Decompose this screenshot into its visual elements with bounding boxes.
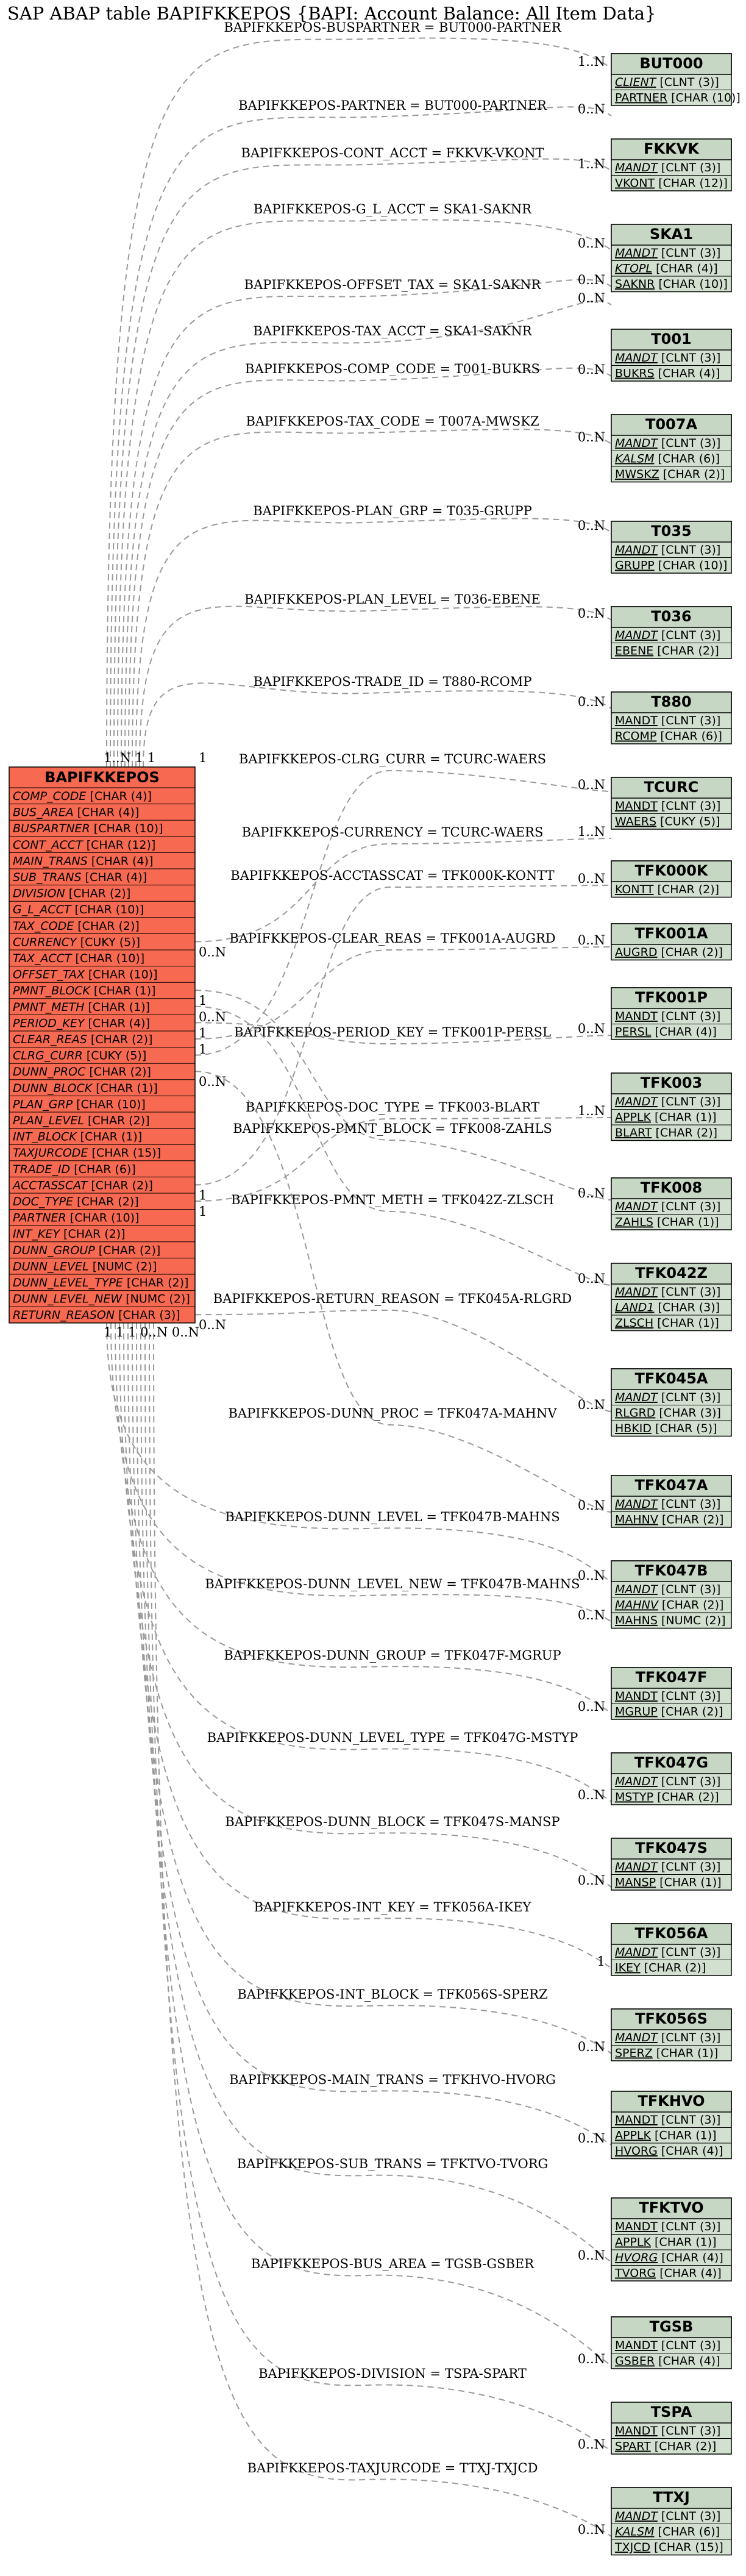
ref-field-mandt: MANDT [CLNT (3)] (615, 1200, 721, 1213)
target-cardinality: 0..N (577, 1397, 605, 1412)
ref-table-name: TFKHVO (638, 2093, 705, 2110)
ref-field-mandt: MANDT [CLNT (3)] (615, 161, 721, 174)
ref-field-mandt: MANDT [CLNT (3)] (615, 714, 721, 727)
ref-table-name: TFK000K (634, 862, 708, 879)
ref-table-tfk047b (611, 1561, 731, 1629)
ref-table-tfkhvo (611, 2091, 731, 2159)
relation-label: BAPIFKKEPOS-DOC_TYPE = TFK003-BLART (245, 1100, 540, 1115)
target-cardinality: 0..N (577, 2131, 605, 2146)
ref-table-name: TFK003 (640, 1074, 703, 1091)
relation-11 (195, 752, 611, 1055)
relation-label: BAPIFKKEPOS-TAX_CODE = T007A-MWSKZ (246, 414, 539, 429)
target-cardinality: 0..N (577, 1788, 605, 1802)
ref-field-rcomp: RCOMP [CHAR (6)] (615, 729, 722, 743)
main-top-cardinality: 1..N 1 1 (104, 751, 156, 765)
ref-field-hvorg: HVORG [CHAR (4)] (615, 2144, 723, 2158)
ref-field-spart: SPART [CHAR (2)] (615, 2439, 717, 2453)
relation-line (195, 771, 611, 1055)
main-table-layer (9, 751, 199, 1340)
main-field-dunn-level-new: DUNN_LEVEL_NEW [NUMC (2)] (13, 1292, 190, 1306)
main-table-bapifkkepos (9, 767, 195, 1323)
relation-label: BAPIFKKEPOS-COMP_CODE = T001-BUKRS (245, 362, 540, 376)
ref-table-tfk001p (611, 988, 731, 1040)
ref-field-kontt: KONTT [CHAR (2)] (615, 883, 720, 896)
ref-field-mahnv: MAHNV [CHAR (2)] (615, 1513, 724, 1527)
target-cardinality: 0..N (577, 2352, 605, 2366)
relation-30 (145, 1323, 611, 2366)
relation-label: BAPIFKKEPOS-DUNN_PROC = TFK047A-MAHNV (228, 1406, 557, 1421)
ref-table-tfk001a (611, 924, 731, 960)
main-field-division: DIVISION [CHAR (2)] (13, 887, 131, 901)
main-field-int-key: INT_KEY [CHAR (2)] (13, 1227, 126, 1241)
ref-table-name: T880 (651, 693, 692, 710)
main-field-bus-area: BUS_AREA [CHAR (4)] (13, 805, 140, 819)
ref-field-applk: APPLK [CHAR (1)] (615, 1110, 717, 1124)
ref-field-mandt: MANDT [CLNT (3)] (615, 1285, 721, 1299)
relation-label: BAPIFKKEPOS-PLAN_LEVEL = T036-EBENE (244, 592, 541, 607)
relation-label: BAPIFKKEPOS-CONT_ACCT = FKKVK-VKONT (241, 146, 544, 160)
relation-line (154, 1323, 611, 2536)
ref-field-grupp: GRUPP [CHAR (10)] (615, 558, 728, 573)
ref-field-mandt: MANDT [CLNT (3)] (615, 1583, 721, 1596)
relation-line (141, 1323, 611, 2262)
main-field-trade-id: TRADE_ID [CHAR (6)] (13, 1162, 136, 1176)
main-field-period-key: PERIOD_KEY [CHAR (4)] (13, 1016, 151, 1030)
main-field-dunn-group: DUNN_GROUP [CHAR (2)] (13, 1243, 161, 1257)
ref-table-tfktvo (611, 2198, 731, 2281)
source-cardinality: 0..N (199, 944, 227, 960)
ref-field-mandt: MANDT [CLNT (3)] (615, 246, 721, 260)
target-cardinality: 0..N (577, 1498, 605, 1513)
target-cardinality: 0..N (577, 102, 605, 116)
relation-label: BAPIFKKEPOS-BUSPARTNER = BUT000-PARTNER (224, 20, 561, 35)
ref-table-name: TFK008 (640, 1179, 703, 1196)
ref-table-tspa (611, 2402, 731, 2454)
relation-line (149, 1323, 611, 2451)
main-field-comp-code: COMP_CODE [CHAR (4)] (13, 790, 152, 803)
relation-18 (195, 1007, 611, 1286)
relation-19 (195, 1291, 611, 1412)
ref-table-name: TCURC (644, 779, 699, 796)
relation-line (132, 1323, 611, 2053)
ref-table-tfk056a (611, 1924, 731, 1975)
ref-table-name: TGSB (649, 2318, 694, 2335)
relation-line (195, 1310, 611, 1411)
main-field-clear-reas: CLEAR_REAS [CHAR (2)] (13, 1033, 153, 1046)
ref-field-mandt: MANDT [CLNT (3)] (615, 1689, 721, 1703)
relation-label: BAPIFKKEPOS-TAX_ACCT = SKA1-SAKNR (253, 324, 532, 338)
main-field-plan-level: PLAN_LEVEL [CHAR (2)] (13, 1114, 150, 1127)
ref-table-name: TSPA (650, 2403, 692, 2421)
target-cardinality: 0..N (577, 430, 605, 444)
main-field-acctasscat: ACCTASSCAT [CHAR (2)] (13, 1179, 153, 1193)
ref-field-mandt: MANDT [CLNT (3)] (615, 2510, 721, 2523)
main-field-currency: CURRENCY [CUKY (5)] (13, 935, 141, 949)
ref-field-vkont: VKONT [CHAR (12)] (615, 176, 728, 190)
relation-label: BAPIFKKEPOS-MAIN_TRANS = TFKHVO-HVORG (229, 2072, 556, 2087)
ref-table-t035 (611, 521, 731, 573)
ref-field-gsber: GSBER [CHAR (4)] (615, 2354, 720, 2368)
relation-8 (136, 504, 611, 767)
diagram-title: SAP ABAP table BAPIFKKEPOS {BAPI: Account Balance: All Item Data} (7, 3, 656, 24)
ref-table-tfk056s (611, 2009, 731, 2061)
main-field-taxjurcode: TAXJURCODE [CHAR (15)] (13, 1146, 162, 1160)
main-field-offset-tax: OFFSET_TAX [CHAR (10)] (13, 968, 158, 982)
ref-table-name: TFK056S (635, 2010, 708, 2027)
main-field-pmnt-meth: PMNT_METH [CHAR (1)] (13, 1000, 151, 1014)
ref-field-kalsm: KALSM [CHAR (6)] (615, 452, 720, 466)
ref-table-name: TTXJ (653, 2489, 690, 2506)
relation-29 (141, 1323, 611, 2263)
ref-field-mandt: MANDT [CLNT (3)] (615, 629, 721, 642)
ref-table-t880 (611, 692, 731, 744)
relation-line (107, 1323, 611, 1582)
ref-table-name: T001 (651, 330, 692, 348)
ref-table-t001 (611, 329, 731, 381)
relation-15 (195, 1021, 611, 1044)
relation-label: BAPIFKKEPOS-OFFSET_TAX = SKA1-SAKNR (244, 277, 541, 292)
target-cardinality: 0..N (577, 291, 605, 305)
relation-label: BAPIFKKEPOS-INT_KEY = TFK056A-IKEY (254, 1900, 531, 1914)
target-cardinality: 0..N (577, 1186, 605, 1201)
ref-table-fkkvk (611, 139, 731, 191)
ref-field-mandt: MANDT [CLNT (3)] (615, 543, 721, 557)
main-table-name: BAPIFKKEPOS (44, 769, 160, 786)
target-cardinality: 1 (597, 1954, 605, 1969)
ref-table-name: TFK047B (634, 1562, 708, 1579)
main-field-cont-acct: CONT_ACCT [CHAR (12)] (13, 838, 156, 852)
ref-table-but000 (611, 54, 741, 105)
target-cardinality: 0..N (577, 518, 605, 533)
main-field-clrg-curr: CLRG_CURR [CUKY (5)] (13, 1049, 147, 1063)
relation-label: BAPIFKKEPOS-SUB_TRANS = TFKTVO-TVORG (236, 2157, 549, 2171)
source-cardinality: 1 (199, 1042, 207, 1057)
ref-table-tfk042z (611, 1263, 731, 1331)
ref-table-tfk045a (611, 1369, 731, 1436)
ref-field-mandt: MANDT [CLNT (3)] (615, 1010, 721, 1023)
main-field-plan-grp: PLAN_GRP [CHAR (10)] (13, 1097, 146, 1111)
main-field-partner: PARTNER [CHAR (10)] (13, 1211, 140, 1225)
ref-field-client: CLIENT [CLNT (3)] (615, 76, 719, 89)
ref-field-mandt: MANDT [CLNT (3)] (615, 2113, 721, 2127)
ref-field-mandt: MANDT [CLNT (3)] (615, 2031, 721, 2044)
relation-line (145, 1323, 611, 2366)
ref-table-name: TFK042Z (635, 1265, 708, 1282)
relation-label: BAPIFKKEPOS-BUS_AREA = TGSB-GSBER (250, 2257, 535, 2271)
ref-field-persl: PERSL [CHAR (4)] (615, 1025, 717, 1039)
ref-field-tvorg: TVORG [CHAR (4)] (615, 2266, 722, 2280)
main-field-pmnt-block: PMNT_BLOCK [CHAR (1)] (13, 984, 156, 998)
relation-label: BAPIFKKEPOS-CLEAR_REAS = TFK001A-AUGRD (229, 931, 556, 946)
ref-field-txjcd: TXJCD [CHAR (15)] (615, 2541, 723, 2554)
relation-label: BAPIFKKEPOS-PLAN_GRP = T035-GRUPP (253, 504, 532, 518)
relation-line (136, 518, 611, 767)
ref-field-mandt: MANDT [CLNT (3)] (615, 1775, 721, 1788)
ref-field-ikey: IKEY [CHAR (2)] (615, 1961, 706, 1975)
target-cardinality: 0..N (577, 2039, 605, 2054)
ref-table-tcurc (611, 777, 731, 829)
ref-field-rlgrd: RLGRD [CHAR (3)] (615, 1406, 721, 1420)
target-cardinality: 0..N (577, 1021, 605, 1036)
main-field-int-block: INT_BLOCK [CHAR (1)] (13, 1130, 143, 1144)
ref-field-mahnv: MAHNV [CHAR (2)] (615, 1598, 724, 1612)
ref-table-name: TFK047S (635, 1839, 708, 1857)
relation-label: BAPIFKKEPOS-DUNN_LEVEL_TYPE = TFK047G-MSTYP (207, 1730, 578, 1745)
ref-table-name: T035 (651, 523, 692, 540)
target-cardinality: 1..N (577, 1104, 605, 1118)
main-field-tax-code: TAX_CODE [CHAR (2)] (13, 919, 140, 933)
ref-field-hvorg: HVORG [CHAR (4)] (615, 2251, 723, 2264)
ref-field-waers: WAERS [CUKY (5)] (615, 815, 720, 829)
ref-field-land1: LAND1 [CHAR (3)] (615, 1300, 720, 1315)
ref-field-partner: PARTNER [CHAR (10)] (615, 91, 741, 105)
relation-line (121, 280, 611, 767)
relation-32 (154, 1323, 611, 2537)
ref-field-mandt: MANDT [CLNT (3)] (615, 1391, 721, 1404)
ref-field-mandt: MANDT [CLNT (3)] (615, 2339, 721, 2352)
ref-table-name: T007A (645, 416, 698, 433)
main-field-doc-type: DOC_TYPE [CHAR (2)] (13, 1195, 139, 1208)
ref-tables-layer (611, 54, 741, 2555)
relation-label: BAPIFKKEPOS-DUNN_LEVEL = TFK047B-MAHNS (225, 1510, 560, 1524)
ref-table-tfk047a (611, 1475, 731, 1527)
ref-table-name: TFKTVO (639, 2199, 704, 2216)
ref-table-name: SKA1 (649, 226, 694, 243)
ref-table-t036 (611, 607, 731, 658)
target-cardinality: 0..N (577, 1568, 605, 1583)
target-cardinality: 0..N (577, 236, 605, 251)
source-cardinality: 1 (199, 993, 207, 1008)
ref-field-mahns: MAHNS [NUMC (2)] (615, 1614, 726, 1627)
ref-table-name: TFK001A (634, 925, 708, 942)
relation-label: BAPIFKKEPOS-ACCTASSCAT = TFK000K-KONTT (230, 868, 555, 883)
main-field-sub-trans: SUB_TRANS [CHAR (4)] (13, 871, 147, 884)
source-cardinality: 1 (199, 1026, 207, 1041)
target-cardinality: 0..N (577, 2248, 605, 2263)
ref-field-kalsm: KALSM [CHAR (6)] (615, 2525, 720, 2539)
ref-table-name: FKKVK (644, 140, 699, 157)
source-cardinality: 0..N (199, 1009, 227, 1024)
relation-27 (132, 1323, 611, 2054)
ref-table-name: TFK056A (634, 1925, 708, 1942)
ref-table-tfk047s (611, 1838, 731, 1890)
source-cardinality: 1 (199, 1204, 207, 1219)
relation-24 (119, 1323, 611, 1802)
relation-label: BAPIFKKEPOS-TRADE_ID = T880-RCOMP (253, 674, 532, 689)
ref-table-t007a (611, 415, 731, 482)
relation-label: BAPIFKKEPOS-RETURN_REASON = TFK045A-RLGRD (213, 1291, 572, 1306)
target-cardinality: 0..N (577, 2437, 605, 2452)
ref-field-mwskz: MWSKZ [CHAR (2)] (615, 468, 725, 481)
target-cardinality: 0..N (577, 362, 605, 377)
relation-label: BAPIFKKEPOS-PARTNER = BUT000-PARTNER (238, 98, 547, 113)
relation-22 (111, 1323, 611, 1622)
ref-field-blart: BLART [CHAR (2)] (615, 1126, 718, 1140)
ref-field-ktopl: KTOPL [CHAR (4)] (615, 262, 718, 276)
ref-field-hbkid: HBKID [CHAR (5)] (615, 1422, 717, 1435)
relation-7 (132, 414, 611, 767)
target-cardinality: 0..N (577, 606, 605, 621)
target-cardinality: 0..N (577, 694, 605, 709)
relation-label: BAPIFKKEPOS-TAXJURCODE = TTXJ-TXJCD (247, 2461, 538, 2475)
relation-label: BAPIFKKEPOS-PMNT_METH = TFK042Z-ZLSCH (231, 1193, 554, 1207)
ref-field-zlsch: ZLSCH [CHAR (1)] (615, 1316, 719, 1330)
relation-label: BAPIFKKEPOS-DIVISION = TSPA-SPART (258, 2366, 527, 2381)
main-field-main-trans: MAIN_TRANS [CHAR (4)] (13, 854, 154, 868)
source-cardinality: 1 (199, 751, 207, 765)
main-field-dunn-proc: DUNN_PROC [CHAR (2)] (13, 1065, 151, 1079)
main-field-dunn-level: DUNN_LEVEL [NUMC (2)] (13, 1260, 157, 1274)
ref-table-name: TFK001P (634, 989, 708, 1006)
main-field-dunn-block: DUNN_BLOCK [CHAR (1)] (13, 1081, 158, 1095)
ref-field-mandt: MANDT [CLNT (3)] (615, 799, 721, 813)
source-cardinality: 0..N (199, 1318, 227, 1333)
ref-field-mandt: MANDT [CLNT (3)] (615, 1946, 721, 1959)
ref-field-mandt: MANDT [CLNT (3)] (615, 351, 721, 365)
ref-table-ska1 (611, 224, 731, 292)
ref-table-name: TFK045A (634, 1370, 708, 1387)
ref-field-sperz: SPERZ [CHAR (1)] (615, 2046, 719, 2060)
ref-field-mstyp: MSTYP [CHAR (2)] (615, 1790, 719, 1804)
target-cardinality: 0..N (577, 1608, 605, 1622)
ref-field-bukrs: BUKRS [CHAR (4)] (615, 366, 720, 380)
main-bottom-cardinality: 1 1 1 0..N 0..N (104, 1324, 199, 1340)
ref-table-name: BUT000 (639, 55, 703, 72)
relation-21 (107, 1323, 611, 1583)
ref-field-applk: APPLK [CHAR (1)] (615, 2235, 717, 2249)
target-cardinality: 1..N (577, 824, 605, 839)
target-cardinality: 0..N (577, 273, 605, 287)
target-cardinality: 1..N (577, 54, 605, 69)
relation-line (195, 838, 611, 941)
relation-label: BAPIFKKEPOS-CURRENCY = TCURC-WAERS (241, 825, 544, 840)
ref-field-mandt: MANDT [CLNT (3)] (615, 1860, 721, 1874)
source-cardinality: 1 (199, 1188, 207, 1203)
relation-label: BAPIFKKEPOS-PERIOD_KEY = TFK001P-PERSL (234, 1025, 551, 1040)
relation-31 (149, 1323, 611, 2452)
ref-table-name: T036 (651, 608, 692, 625)
main-field-buspartner: BUSPARTNER [CHAR (10)] (13, 822, 163, 836)
main-field-return-reason: RETURN_REASON [CHAR (3)] (13, 1308, 180, 1322)
ref-table-tfk047f (611, 1668, 731, 1719)
relation-label: BAPIFKKEPOS-G_L_ACCT = SKA1-SAKNR (253, 202, 532, 216)
relation-label: BAPIFKKEPOS-CLRG_CURR = TCURC-WAERS (238, 752, 547, 766)
ref-table-name: TFK047A (634, 1477, 708, 1494)
ref-field-zahls: ZAHLS [CHAR (1)] (615, 1215, 719, 1229)
ref-field-mandt: MANDT [CLNT (3)] (615, 437, 721, 450)
relation-0 (107, 20, 611, 767)
relation-label: BAPIFKKEPOS-DUNN_GROUP = TFK047F-MGRUP (224, 1648, 561, 1663)
ref-field-mgrup: MGRUP [CHAR (2)] (615, 1705, 723, 1719)
ref-field-mandt: MANDT [CLNT (3)] (615, 1497, 721, 1511)
ref-table-ttxj (611, 2488, 731, 2555)
ref-field-mandt: MANDT [CLNT (3)] (615, 2220, 721, 2233)
target-cardinality: 0..N (577, 933, 605, 947)
ref-table-name: TFK047G (634, 1754, 709, 1771)
ref-table-tfk003 (611, 1073, 731, 1141)
ref-table-name: TFK047F (635, 1669, 708, 1686)
ref-table-tfk047g (611, 1753, 731, 1805)
ref-field-mandt: MANDT [CLNT (3)] (615, 2424, 721, 2438)
main-field-g-l-acct: G_L_ACCT [CHAR (10)] (13, 903, 144, 917)
ref-table-tfk008 (611, 1178, 731, 1230)
target-cardinality: 0..N (577, 2522, 605, 2537)
relation-label: BAPIFKKEPOS-DUNN_BLOCK = TFK047S-MANSP (225, 1814, 560, 1829)
relation-label: BAPIFKKEPOS-DUNN_LEVEL_NEW = TFK047B-MAHNS (205, 1577, 580, 1591)
ref-table-tgsb (611, 2317, 731, 2369)
relation-line (195, 1007, 611, 1285)
relation-label: BAPIFKKEPOS-PMNT_BLOCK = TFK008-ZAHLS (233, 1121, 552, 1136)
ref-field-augrd: AUGRD [CHAR (2)] (615, 946, 723, 959)
target-cardinality: 0..N (577, 1699, 605, 1714)
ref-field-mansp: MANSP [CHAR (1)] (615, 1875, 722, 1889)
ref-field-applk: APPLK [CHAR (1)] (615, 2128, 717, 2143)
target-cardinality: 0..N (577, 777, 605, 792)
ref-field-saknr: SAKNR [CHAR (10)] (615, 277, 728, 291)
relation-label: BAPIFKKEPOS-INT_BLOCK = TFK056S-SPERZ (237, 1987, 548, 2002)
ref-field-mandt: MANDT [CLNT (3)] (615, 1095, 721, 1108)
target-cardinality: 0..N (577, 1271, 605, 1286)
main-field-tax-acct: TAX_ACCT [CHAR (10)] (13, 952, 145, 965)
source-cardinality: 0..N (199, 1074, 227, 1090)
main-field-dunn-level-type: DUNN_LEVEL_TYPE [CHAR (2)] (13, 1276, 189, 1290)
target-cardinality: 0..N (577, 871, 605, 886)
ref-table-tfk000k (611, 861, 731, 897)
ref-field-ebene: EBENE [CHAR (2)] (615, 644, 719, 658)
target-cardinality: 0..N (577, 1873, 605, 1888)
target-cardinality: 1..N (577, 157, 605, 171)
